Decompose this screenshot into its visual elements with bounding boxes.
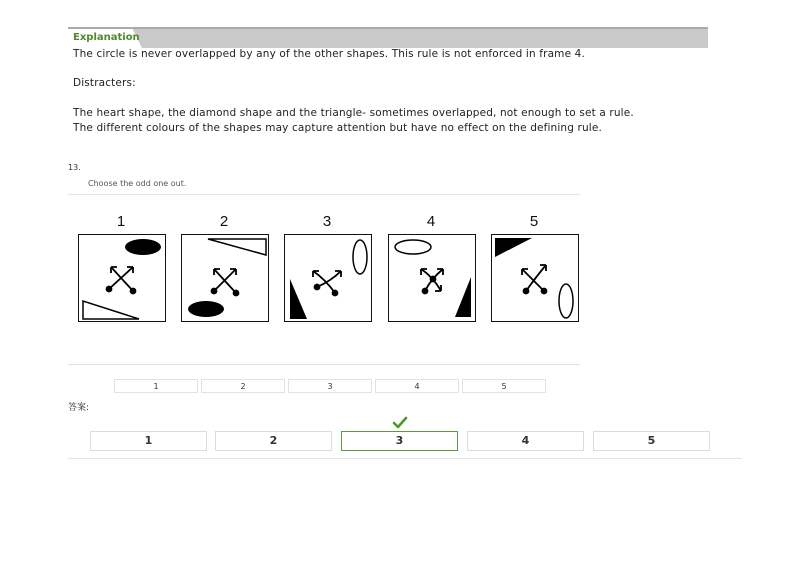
question-number: 13. xyxy=(68,163,81,172)
frame-2 xyxy=(181,234,269,322)
answer-option-5[interactable]: 5 xyxy=(593,431,710,451)
cross-arrows-icon xyxy=(522,265,547,294)
frame-label-1: 1 xyxy=(116,213,126,230)
frame-label-3: 3 xyxy=(322,213,332,230)
option-1[interactable]: 1 xyxy=(114,379,198,393)
filled-triangle xyxy=(455,277,471,317)
frame-3 xyxy=(284,234,372,322)
cross-arrows-icon xyxy=(313,271,341,296)
distracters-label: Distracters: xyxy=(73,77,136,89)
distracter-line-2: The different colours of the shapes may capture attention but have no effect on the defining rule. xyxy=(73,122,602,134)
outline-triangle xyxy=(208,239,266,255)
filled-triangle xyxy=(495,238,532,257)
explanation-rule: The circle is never overlapped by any of the other shapes. This rule is not enforced in frame 4. xyxy=(73,48,585,60)
outline-triangle xyxy=(83,301,139,319)
answer-label: 答案: xyxy=(68,403,90,413)
cross-arrows-icon xyxy=(421,269,443,294)
frame-label-2: 2 xyxy=(219,213,229,230)
answer-option-2[interactable]: 2 xyxy=(215,431,332,451)
filled-ellipse xyxy=(125,239,161,255)
answer-option-3-correct[interactable]: 3 xyxy=(341,431,458,451)
frame-1 xyxy=(78,234,166,322)
cross-arrows-icon xyxy=(212,269,239,296)
frame-label-4: 4 xyxy=(426,213,436,230)
filled-ellipse xyxy=(188,301,224,317)
cross-arrows-icon xyxy=(107,267,136,294)
distracter-line-1: The heart shape, the diamond shape and the triangle- sometimes overlapped, not enough to set a rule. xyxy=(73,107,634,119)
explanation-title: Explanation xyxy=(73,32,140,43)
frame-5 xyxy=(491,234,579,322)
option-4[interactable]: 4 xyxy=(375,379,459,393)
divider xyxy=(68,364,580,365)
outline-ellipse xyxy=(395,240,431,254)
divider xyxy=(68,194,580,195)
outline-ellipse xyxy=(353,240,367,274)
option-2[interactable]: 2 xyxy=(201,379,285,393)
frame-label-5: 5 xyxy=(529,213,539,230)
outline-ellipse xyxy=(559,284,573,318)
question-prompt: Choose the odd one out. xyxy=(88,179,187,188)
frame-4 xyxy=(388,234,476,322)
divider xyxy=(68,458,742,459)
answer-option-4[interactable]: 4 xyxy=(467,431,584,451)
answer-option-1[interactable]: 1 xyxy=(90,431,207,451)
option-5[interactable]: 5 xyxy=(462,379,546,393)
option-3[interactable]: 3 xyxy=(288,379,372,393)
filled-triangle xyxy=(290,279,307,319)
explanation-header-bar xyxy=(68,27,708,48)
